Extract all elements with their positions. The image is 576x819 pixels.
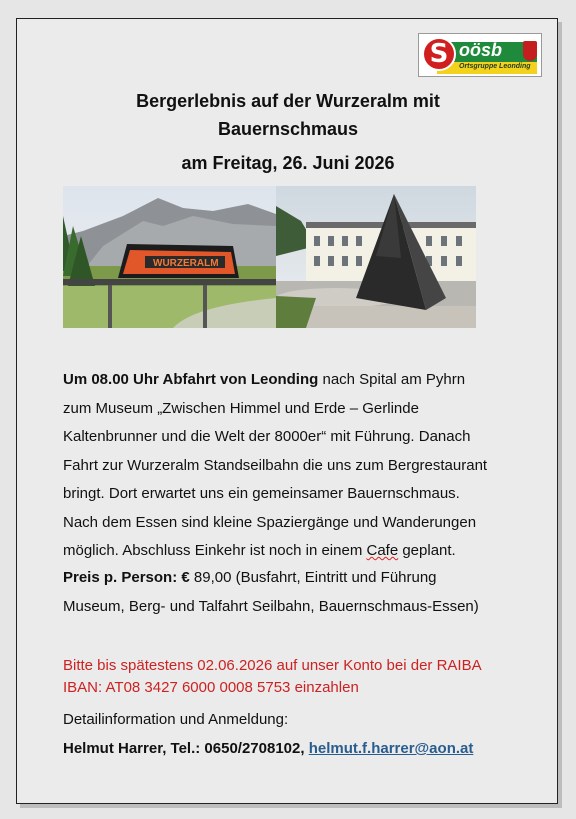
funicular-photo [63,186,276,328]
contact-name-phone: Helmut Harrer, Tel.: 0650/2708102, [63,740,309,757]
description-line-5: bringt. Dort erwartet uns ein gemeinsamer Bauernschmaus. [63,485,460,502]
description-line-1-rest: nach Spital am Pyhrn [318,371,466,388]
description-line-7-a: möglich. Abschluss Einkehr ist noch in einem [63,542,367,559]
description-line-7 [63,537,533,566]
title-line-1: Bergerlebnis auf der Wurzeralm mit [136,91,440,111]
funicular-sign: WURZERALM [153,258,219,269]
description-line-3: Kaltenbrunner und die Welt der 8000er“ mit Führung. Danach [63,428,471,445]
price-line-1 [63,564,533,593]
event-date: am Freitag, 26. Juni 2026 [181,153,395,173]
payment-line-2: IBAN: AT08 3427 6000 0008 5753 einzahlen [63,679,359,696]
contact-line [63,735,533,764]
description-line-7-c: geplant. [398,542,456,559]
description-line-1 [63,366,533,395]
payment-line-1: Bitte bis spätestens 02.06.2026 auf unser Konto bei der RAIBA [63,657,482,674]
oesb-logo [418,33,542,77]
logo-subtitle: Ortsgruppe Leonding [459,63,531,70]
price-paragraph [63,564,533,621]
departure-highlight: Um 08.00 Uhr Abfahrt von Leonding [63,371,319,388]
description-line-4: Fahrt zur Wurzeralm Standseilbahn die uns zum Bergrestaurant [63,456,488,474]
price-label: Preis p. Person: € [63,569,194,586]
payment-notice [63,655,533,699]
logo-wordmark: oösb [459,40,502,60]
description-line-2: zum Museum „Zwischen Himmel und Erde – Gerlinde [63,399,419,417]
email-link[interactable]: helmut.f.harrer@aon.at [308,740,474,757]
crest-icon [523,41,537,61]
price-line-2: Museum, Berg- und Talfahrt Seilbahn, Bauernschmaus-Essen) [63,597,479,615]
museum-photo [276,186,476,328]
description-paragraph [63,366,533,566]
title-line-2: Bauernschmaus [217,119,359,139]
spellcheck-word: Cafe [366,542,399,559]
description-line-6: Nach dem Essen sind kleine Spaziergänge und Wanderungen [63,513,477,531]
logo-letter: S [422,37,456,71]
price-value: 89,00 (Busfahrt, Eintritt und Führung [193,569,437,586]
cable-car [118,244,239,278]
contact-label: Detailinformation und Anmeldung: [63,711,289,728]
